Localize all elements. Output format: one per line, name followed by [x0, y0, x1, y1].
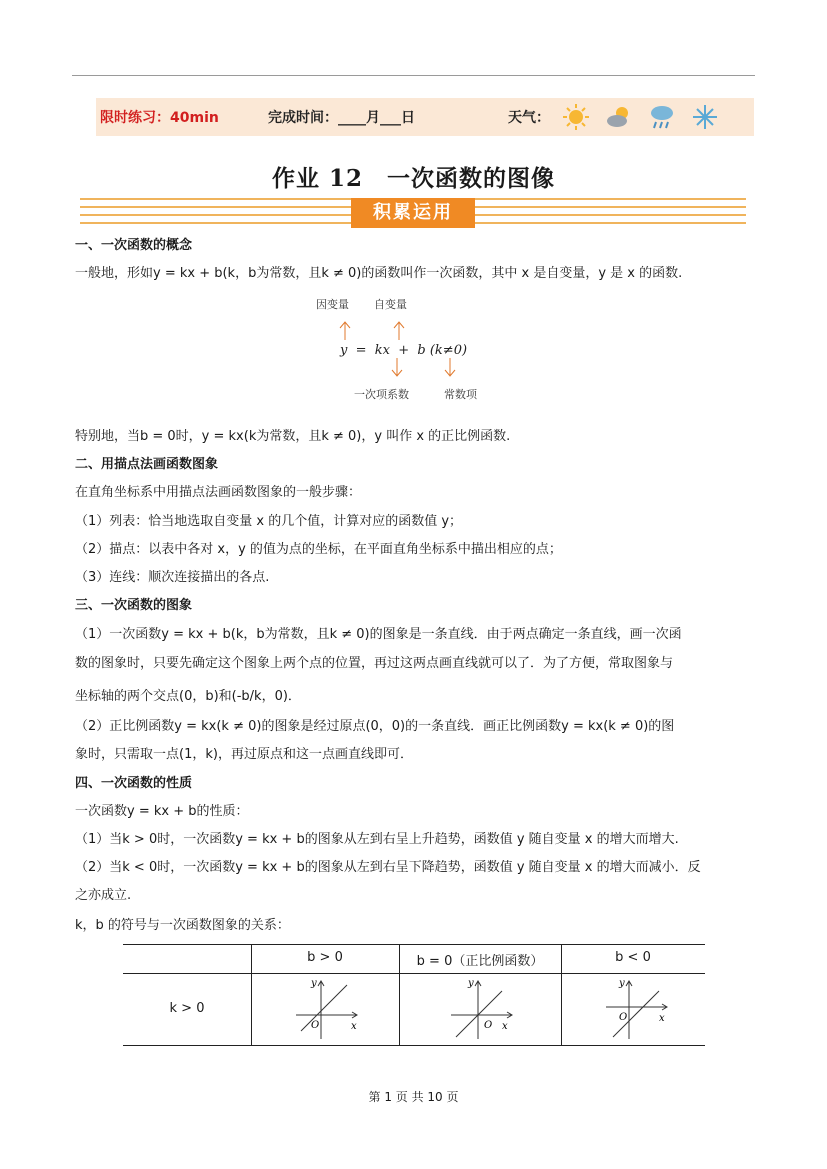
axis-x-label: x — [502, 1021, 508, 1032]
header-b-zero: b = 0（正比例函数） — [416, 954, 544, 969]
sign-relationship-table — [123, 944, 705, 1046]
section-banner — [80, 196, 746, 230]
graph-b-zero — [446, 977, 516, 1043]
label-coefficient: 一次项系数 — [354, 388, 409, 401]
axis-x-label: x — [659, 1013, 665, 1024]
linear-function-diagram — [312, 294, 512, 404]
paragraph: 一般地，形如y = kx + b(k，b为常数，且k ≠ 0)的函数叫作一次函数，其中 x 是自变量，y 是 x 的函数. — [75, 266, 683, 281]
formula: y = kx + b (k≠0) — [340, 343, 468, 358]
label-independent: 自变量 — [374, 298, 407, 311]
paragraph: （2）当k < 0时，一次函数y = kx + b的图象从左到右呈下降趋势，函数值 y 随自变量 x 的增大而减小．反 — [75, 860, 701, 875]
completion-time: 完成时间：____月___日 — [268, 110, 415, 126]
origin-label: O — [484, 1020, 493, 1031]
paragraph: 特别地，当b = 0时，y = kx(k为常数，且k ≠ 0)，y 叫作 x 的正比例函数. — [75, 429, 511, 444]
axis-y-label: y — [619, 978, 625, 989]
label-constant: 常数项 — [444, 388, 477, 401]
sunny-icon[interactable] — [561, 102, 591, 132]
paragraph: （1）一次函数y = kx + b(k，b为常数，且k ≠ 0)的图象是一条直线．由于两点确定一条直线，画一次函 — [75, 627, 682, 642]
paragraph: 坐标轴的两个交点(0，b)和(-b/k，0)． — [75, 689, 301, 704]
axis-x-label: x — [351, 1021, 357, 1032]
paragraph: 在直角坐标系中用描点法画函数图象的一般步骤： — [75, 485, 362, 500]
header-b-positive: b > 0 — [307, 950, 343, 965]
heading-3: 三、一次函数的图象 — [75, 598, 193, 613]
header-b-negative: b < 0 — [615, 950, 651, 965]
paragraph: 一次函数y = kx + b的性质： — [75, 804, 249, 819]
paragraph: k，b 的符号与一次函数图象的关系： — [75, 918, 290, 933]
paragraph: （2）正比例函数y = kx(k ≠ 0)的图象是经过原点(0，0)的一条直线．画正比例函数y = kx(k ≠ 0)的图 — [75, 719, 675, 734]
paragraph: 数的图象时，只要先确定这个图象上两个点的位置，再过这两点画直线就可以了．为了方便，常取图象与 — [75, 656, 674, 671]
row-label-k-positive: k > 0 — [169, 1001, 205, 1016]
label-dependent: 因变量 — [316, 298, 349, 311]
paragraph: 象时，只需取一点(1，k)，再过原点和这一点画直线即可． — [75, 747, 413, 762]
rain-icon[interactable] — [647, 102, 677, 132]
origin-label: O — [619, 1012, 628, 1023]
axis-y-label: y — [311, 978, 317, 989]
graph-b-negative — [601, 977, 671, 1043]
practice-header — [96, 98, 754, 136]
time-limit: 限时练习：40min — [100, 110, 219, 126]
paragraph: （1）列表：恰当地选取自变量 x 的几个值，计算对应的函数值 y； — [75, 514, 463, 529]
header-divider — [72, 75, 755, 76]
paragraph: （1）当k > 0时，一次函数y = kx + b的图象从左到右呈上升趋势，函数值 y 随自变量 x 的增大而增大. — [75, 832, 679, 847]
heading-2: 二、用描点法画函数图象 — [75, 457, 219, 472]
partly-cloudy-icon[interactable] — [604, 102, 634, 132]
page-title: 作业 12 一次函数的图像 — [271, 165, 555, 192]
section-badge: 积累运用 — [351, 198, 475, 228]
heading-1: 一、一次函数的概念 — [75, 238, 193, 253]
paragraph: （2）描点：以表中各对 x，y 的值为点的坐标，在平面直角坐标系中描出相应的点； — [75, 542, 562, 557]
heading-4: 四、一次函数的性质 — [75, 776, 193, 791]
origin-label: O — [311, 1020, 320, 1031]
weather-label: 天气： — [508, 110, 550, 126]
graph-b-positive — [291, 977, 361, 1043]
axis-y-label: y — [468, 978, 474, 989]
snow-icon[interactable] — [690, 102, 720, 132]
paragraph: （3）连线：顺次连接描出的各点. — [75, 570, 270, 585]
page-footer: 第 1 页 共 10 页 — [368, 1090, 459, 1104]
paragraph: 之亦成立. — [75, 888, 132, 903]
